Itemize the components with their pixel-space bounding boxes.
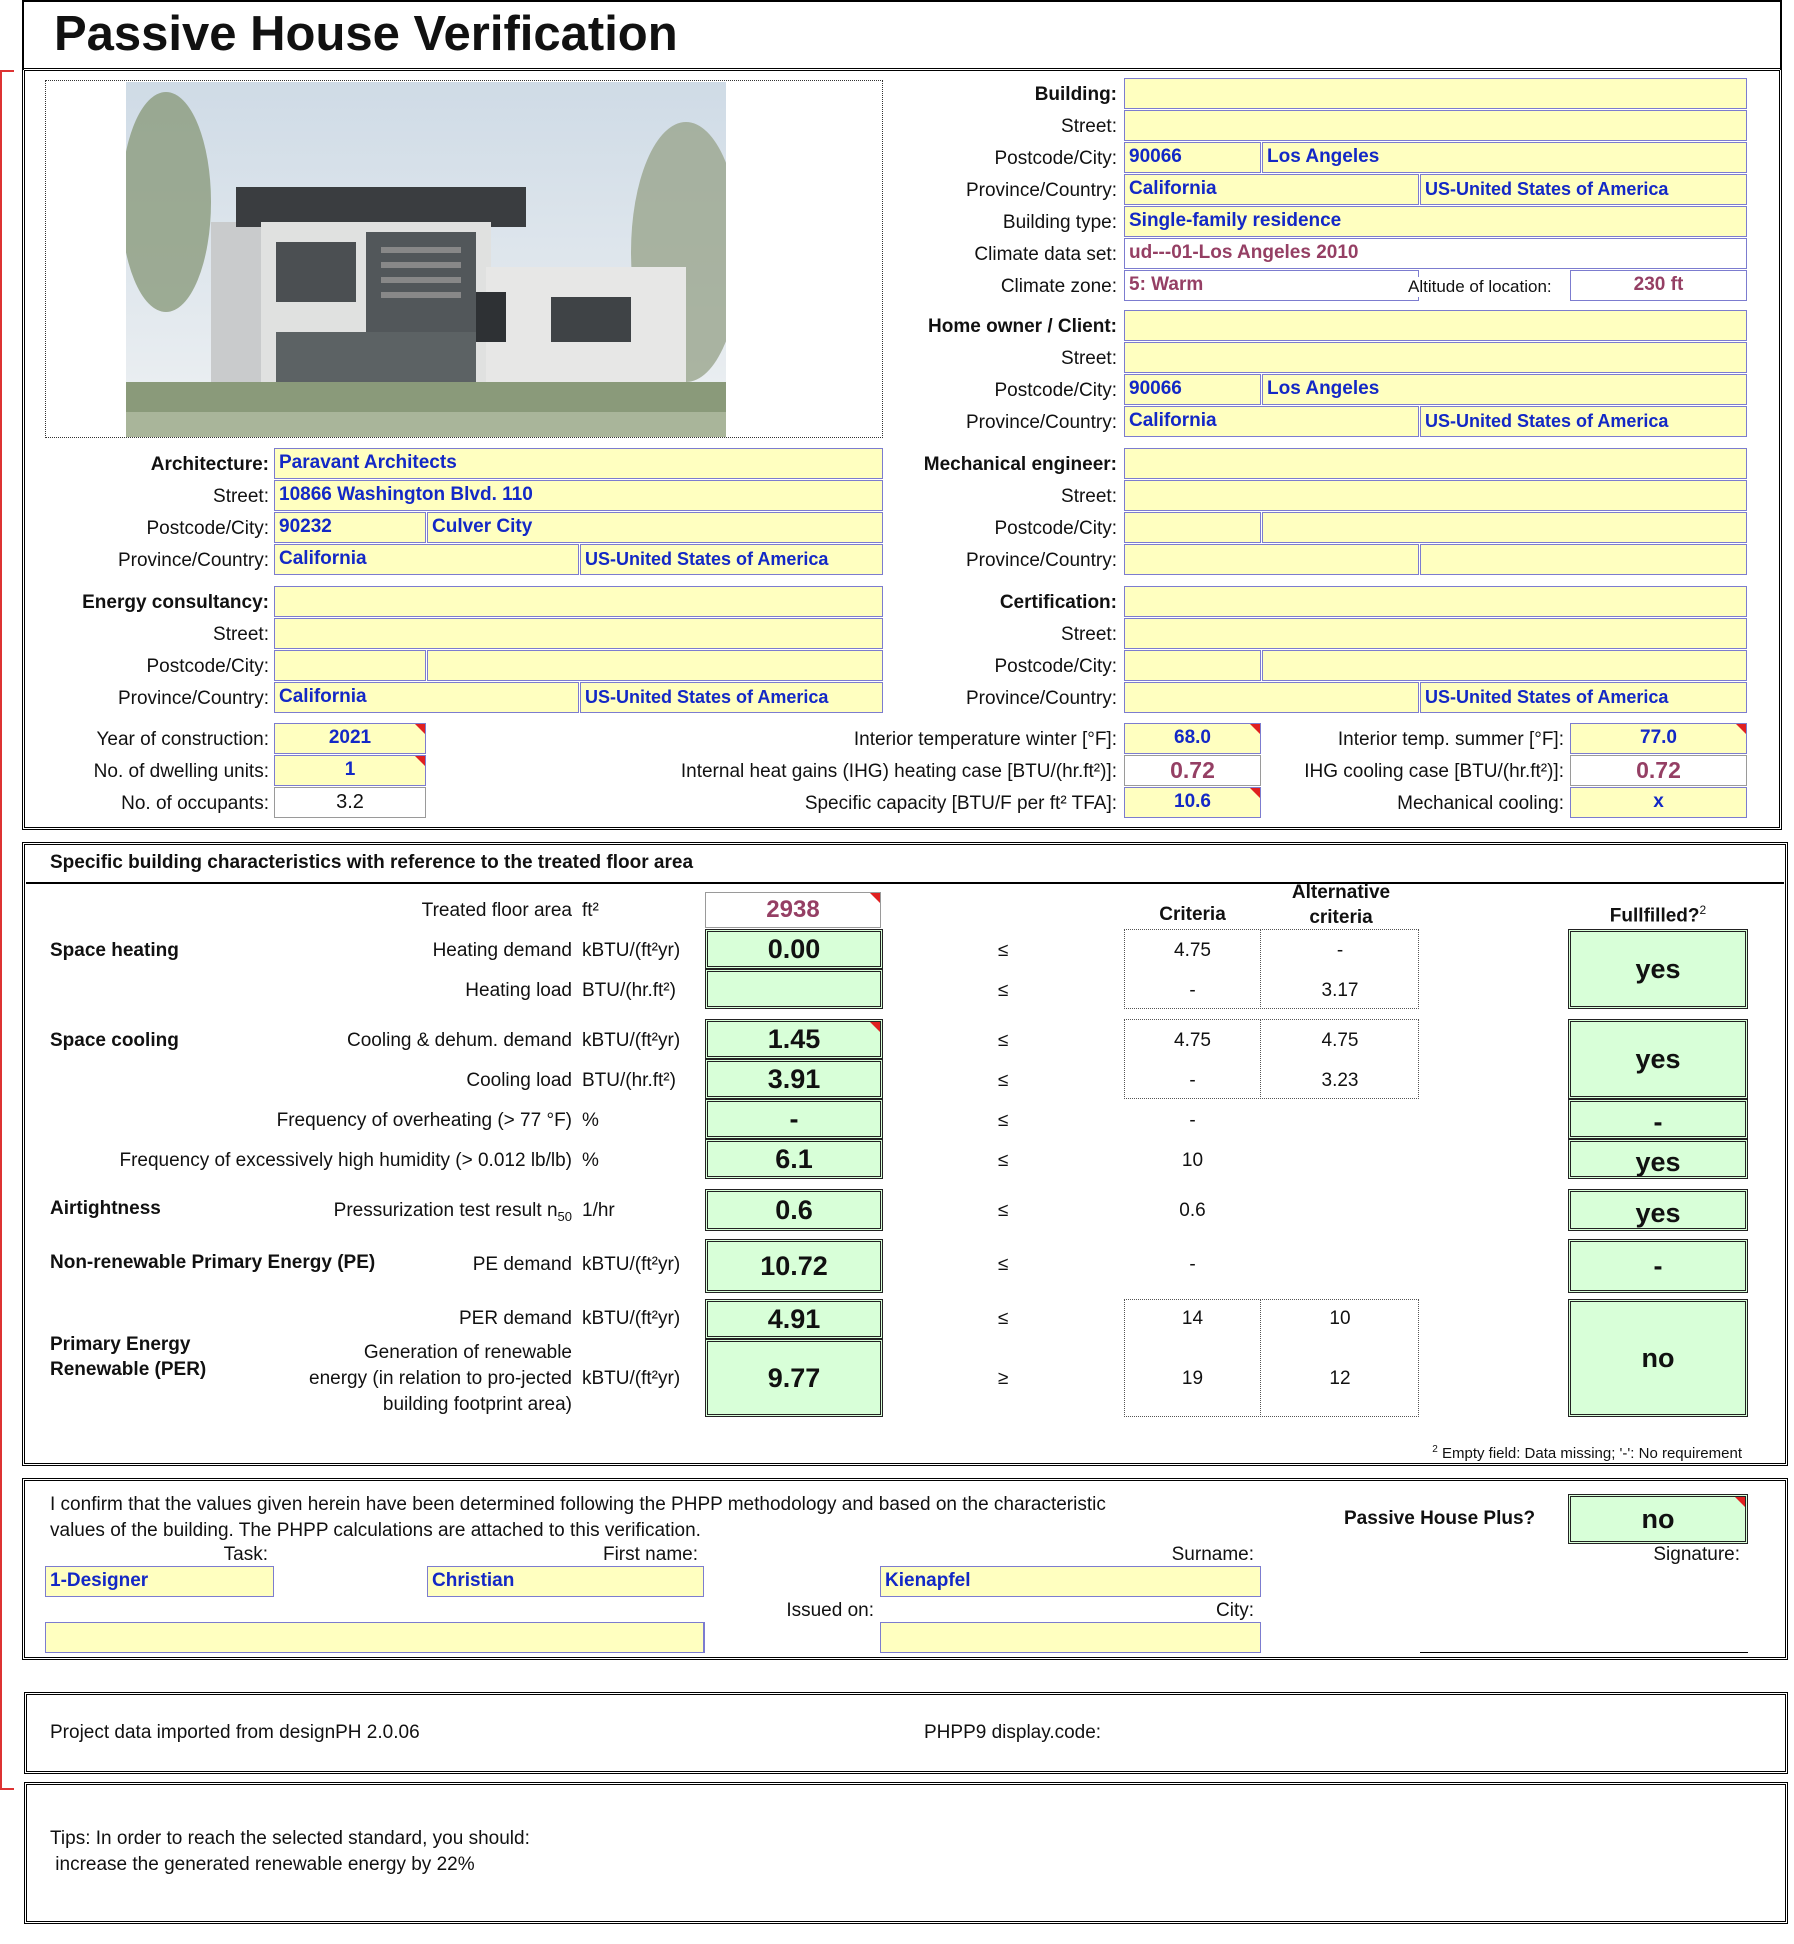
energy-city-field[interactable] bbox=[427, 650, 883, 681]
heating-demand-alt: - bbox=[1336, 940, 1344, 961]
specific-heading: Specific building characteristics with reference to the treated floor area bbox=[50, 852, 694, 873]
heating-load-label: Heating load bbox=[465, 980, 572, 1001]
airtight-fulfilled: yes bbox=[1568, 1189, 1748, 1231]
mechanical-country-field[interactable] bbox=[1420, 544, 1747, 575]
humidity-label: Frequency of excessively high humidity (> 0.012 lb/lb) bbox=[119, 1150, 572, 1171]
import-text: Project data imported from designPH 2.0.06 bbox=[50, 1722, 420, 1743]
margin-tick bbox=[0, 70, 14, 72]
airtight-value: 0.6 bbox=[705, 1189, 883, 1231]
per-demand-label: PER demand bbox=[458, 1308, 572, 1329]
owner-country-field[interactable]: US-United States of America bbox=[1420, 406, 1747, 437]
pe-value: 10.72 bbox=[705, 1239, 883, 1293]
building-photo bbox=[126, 82, 726, 437]
mechanical-province-field[interactable] bbox=[1124, 544, 1419, 575]
cooling-load-criteria: - bbox=[1189, 1070, 1196, 1091]
capacity-label: Specific capacity [BTU/F per ft² TFA]: bbox=[804, 793, 1117, 814]
climate-data-label: Climate data set: bbox=[974, 244, 1117, 265]
building-country-field[interactable]: US-United States of America bbox=[1420, 174, 1747, 205]
building-province-field[interactable]: California bbox=[1124, 174, 1419, 205]
year-label: Year of construction: bbox=[96, 729, 269, 750]
display-code-label: PHPP9 display.code: bbox=[924, 1722, 1102, 1743]
heating-load-unit: BTU/(hr.ft²) bbox=[582, 980, 676, 1001]
per-criteria: 14 bbox=[1181, 1308, 1204, 1329]
airtight-unit: 1/hr bbox=[582, 1200, 615, 1221]
confirmation-text-2: values of the building. The PHPP calculations are attached to this verification. bbox=[50, 1520, 701, 1541]
airtight-op: ≤ bbox=[998, 1200, 1009, 1221]
heating-fulfilled: yes bbox=[1568, 929, 1748, 1009]
mechanical-province-label: Province/Country: bbox=[965, 550, 1117, 571]
cooling-demand-criteria: 4.75 bbox=[1174, 1030, 1211, 1051]
certification-street-label: Street: bbox=[1061, 624, 1117, 645]
signature-line bbox=[1420, 1652, 1748, 1653]
issued-date-divider bbox=[704, 1622, 705, 1653]
climate-zone-field[interactable]: 5: Warm bbox=[1124, 270, 1419, 301]
overheating-label: Frequency of overheating (> 77 °F) bbox=[276, 1110, 572, 1131]
mechanical-street-field[interactable] bbox=[1124, 480, 1747, 511]
occupants-label: No. of occupants: bbox=[121, 793, 269, 814]
fulfilled-header bbox=[1568, 903, 1748, 927]
generation-value: 9.77 bbox=[705, 1339, 883, 1417]
certification-country-field[interactable]: US-United States of America bbox=[1420, 682, 1747, 713]
page-title: Passive House Verification bbox=[54, 7, 678, 61]
building-name-field[interactable] bbox=[1124, 78, 1747, 109]
humidity-criteria: 10 bbox=[1181, 1150, 1204, 1171]
generation-label-3: building footprint area) bbox=[382, 1394, 572, 1415]
building-type-label: Building type: bbox=[1002, 212, 1117, 233]
cooling-demand-label: Cooling & dehum. demand bbox=[347, 1030, 572, 1051]
ihg-cooling-value: 0.72 bbox=[1570, 755, 1747, 786]
footnote-text: Empty field: Data missing; '-': No requirement bbox=[1442, 1445, 1742, 1462]
cooling-demand-alt: 4.75 bbox=[1321, 1030, 1359, 1051]
per-unit: kBTU/(ft²yr) bbox=[582, 1308, 681, 1329]
per-alt: 10 bbox=[1329, 1308, 1351, 1329]
heating-demand-value: 0.00 bbox=[705, 929, 883, 969]
overheating-op: ≤ bbox=[998, 1110, 1009, 1131]
cooling-load-alt: 3.23 bbox=[1321, 1070, 1359, 1091]
climate-zone-label: Climate zone: bbox=[1000, 276, 1117, 297]
heating-demand-criteria: 4.75 bbox=[1174, 940, 1211, 961]
owner-street-field[interactable] bbox=[1124, 342, 1747, 373]
architecture-postcode-field[interactable]: 90232 bbox=[274, 512, 426, 543]
architecture-name-field[interactable]: Paravant Architects bbox=[274, 448, 883, 479]
margin-marker bbox=[0, 70, 2, 1790]
owner-province-field[interactable]: California bbox=[1124, 406, 1419, 437]
tips-line-2: increase the generated renewable energy by 22% bbox=[50, 1854, 475, 1875]
pe-fulfilled: - bbox=[1568, 1239, 1748, 1293]
building-street-field[interactable] bbox=[1124, 110, 1747, 141]
per-value: 4.91 bbox=[705, 1299, 883, 1339]
certification-name-field[interactable] bbox=[1124, 586, 1747, 617]
task-field[interactable]: 1-Designer bbox=[45, 1566, 274, 1597]
humidity-op: ≤ bbox=[998, 1150, 1009, 1171]
cooling-load-op: ≤ bbox=[998, 1070, 1009, 1091]
architecture-country-field[interactable]: US-United States of America bbox=[580, 544, 883, 575]
architecture-province-label: Province/Country: bbox=[117, 550, 269, 571]
heating-demand-op: ≤ bbox=[998, 940, 1009, 961]
generation-op: ≥ bbox=[998, 1368, 1009, 1389]
building-label: Building: bbox=[1034, 84, 1117, 105]
summer-temp-label: Interior temp. summer [°F]: bbox=[1337, 729, 1564, 750]
space-heating-title: Space heating bbox=[50, 940, 179, 961]
altitude-label: Altitude of location: bbox=[1408, 277, 1552, 296]
cooling-fulfilled: yes bbox=[1568, 1019, 1748, 1099]
energy-street-label: Street: bbox=[213, 624, 269, 645]
heating-load-op: ≤ bbox=[998, 980, 1009, 1001]
firstname-label: First name: bbox=[602, 1544, 698, 1565]
certification-postcode-field[interactable] bbox=[1124, 650, 1261, 681]
cooling-load-label: Cooling load bbox=[466, 1070, 572, 1091]
per-op: ≤ bbox=[998, 1308, 1009, 1329]
architecture-street-field[interactable]: 10866 Washington Blvd. 110 bbox=[274, 480, 883, 511]
altitude-field[interactable]: 230 ft bbox=[1570, 270, 1747, 301]
fulfilled-footnote-mark: 2 bbox=[1699, 903, 1707, 917]
certification-province-field[interactable] bbox=[1124, 682, 1419, 713]
energy-label: Energy consultancy: bbox=[82, 592, 269, 613]
overheating-fulfilled: - bbox=[1568, 1099, 1748, 1139]
passive-plus-label: Passive House Plus? bbox=[1344, 1508, 1536, 1529]
signature-label: Signature: bbox=[1653, 1544, 1740, 1565]
mech-cooling-label: Mechanical cooling: bbox=[1397, 793, 1564, 814]
building-postcode-label: Postcode/City: bbox=[994, 148, 1117, 169]
winter-temp-field[interactable]: 68.0 bbox=[1124, 723, 1261, 754]
generation-alt: 12 bbox=[1329, 1368, 1351, 1389]
pe-op: ≤ bbox=[998, 1254, 1009, 1275]
occupants-field: 3.2 bbox=[274, 787, 426, 818]
cooling-load-value: 3.91 bbox=[705, 1059, 883, 1099]
pe-unit: kBTU/(ft²yr) bbox=[582, 1254, 681, 1275]
airtight-label-sub: 50 bbox=[557, 1208, 572, 1224]
criteria-header: Criteria bbox=[1159, 904, 1226, 925]
certification-street-field[interactable] bbox=[1124, 618, 1747, 649]
task-label: Task: bbox=[223, 1544, 268, 1565]
mechanical-street-label: Street: bbox=[1061, 486, 1117, 507]
ihg-cooling-label: IHG cooling case [BTU/(hr.ft²)]: bbox=[1304, 761, 1564, 782]
airtight-label-text: Pressurization test result n bbox=[333, 1200, 558, 1221]
humidity-value: 6.1 bbox=[705, 1139, 883, 1179]
building-city-field[interactable]: Los Angeles bbox=[1262, 142, 1747, 173]
dwelling-label: No. of dwelling units: bbox=[93, 761, 269, 782]
owner-label: Home owner / Client: bbox=[928, 316, 1117, 337]
architecture-city-field[interactable]: Culver City bbox=[427, 512, 883, 543]
ihg-heating-label: Internal heat gains (IHG) heating case [BTU/(hr.ft²)]: bbox=[680, 761, 1117, 782]
cooling-load-unit: BTU/(hr.ft²) bbox=[582, 1070, 676, 1091]
heating-demand-unit: kBTU/(ft²yr) bbox=[582, 940, 681, 961]
heating-load-value bbox=[705, 969, 883, 1009]
overheating-value: - bbox=[705, 1099, 883, 1139]
per-fulfilled: no bbox=[1568, 1299, 1748, 1417]
architecture-label: Architecture: bbox=[150, 454, 269, 475]
pe-title: Non-renewable Primary Energy (PE) bbox=[50, 1252, 376, 1273]
alt-criteria-header: Alternative criteria bbox=[1291, 882, 1391, 928]
issued-date-field[interactable] bbox=[45, 1622, 704, 1653]
generation-label-2: energy (in relation to pro-jected bbox=[309, 1368, 572, 1389]
space-cooling-title: Space cooling bbox=[50, 1030, 179, 1051]
firstname-field[interactable]: Christian bbox=[427, 1566, 704, 1597]
mech-cooling-field[interactable]: x bbox=[1570, 787, 1747, 818]
airtightness-title: Airtightness bbox=[50, 1198, 161, 1219]
tips-line-1: Tips: In order to reach the selected standard, you should: bbox=[50, 1828, 530, 1849]
cooling-demand-value: 1.45 bbox=[705, 1019, 883, 1059]
generation-criteria: 19 bbox=[1181, 1368, 1204, 1389]
owner-province-label: Province/Country: bbox=[965, 412, 1117, 433]
surname-label: Surname: bbox=[1171, 1544, 1254, 1565]
owner-name-field[interactable] bbox=[1124, 310, 1747, 341]
certification-city-field[interactable] bbox=[1262, 650, 1747, 681]
cooling-demand-unit: kBTU/(ft²yr) bbox=[582, 1030, 681, 1051]
pe-demand-label: PE demand bbox=[472, 1254, 572, 1275]
energy-province-label: Province/Country: bbox=[117, 688, 269, 709]
building-type-field[interactable]: Single-family residence bbox=[1124, 206, 1747, 237]
airtight-label bbox=[334, 1200, 572, 1224]
heating-load-criteria: - bbox=[1189, 980, 1196, 1001]
footnote bbox=[1432, 1444, 1742, 1462]
certification-postcode-label: Postcode/City: bbox=[994, 656, 1117, 677]
issued-label: Issued on: bbox=[786, 1600, 874, 1621]
capacity-field[interactable]: 10.6 bbox=[1124, 787, 1261, 818]
margin-tick bbox=[0, 1788, 14, 1790]
mechanical-name-field[interactable] bbox=[1124, 448, 1747, 479]
mechanical-postcode-label: Postcode/City: bbox=[994, 518, 1117, 539]
generation-unit: kBTU/(ft²yr) bbox=[582, 1368, 681, 1389]
architecture-province-field[interactable]: California bbox=[274, 544, 579, 575]
certification-label: Certification: bbox=[999, 592, 1117, 613]
overheating-unit: % bbox=[582, 1110, 599, 1131]
energy-postcode-label: Postcode/City: bbox=[146, 656, 269, 677]
per-title: Primary Energy Renewable (PER) bbox=[50, 1334, 207, 1380]
pe-criteria: - bbox=[1189, 1254, 1196, 1275]
dwelling-field[interactable]: 1 bbox=[274, 755, 426, 786]
ihg-heating-value: 0.72 bbox=[1124, 755, 1261, 786]
footnote-mark: 2 bbox=[1432, 1444, 1438, 1455]
fulfilled-header-text: Fullfilled? bbox=[1609, 905, 1700, 927]
architecture-postcode-label: Postcode/City: bbox=[146, 518, 269, 539]
building-postcode-field[interactable]: 90066 bbox=[1124, 142, 1261, 173]
energy-name-field[interactable] bbox=[274, 586, 883, 617]
passive-plus-value: no bbox=[1568, 1494, 1748, 1544]
mechanical-city-field[interactable] bbox=[1262, 512, 1747, 543]
architecture-street-label: Street: bbox=[213, 486, 269, 507]
overheating-criteria: - bbox=[1189, 1110, 1196, 1131]
certification-province-label: Province/Country: bbox=[965, 688, 1117, 709]
energy-province-field[interactable]: California bbox=[274, 682, 579, 713]
owner-street-label: Street: bbox=[1061, 348, 1117, 369]
building-street-label: Street: bbox=[1061, 116, 1117, 137]
winter-temp-label: Interior temperature winter [°F]: bbox=[853, 729, 1117, 750]
confirmation-text-1: I confirm that the values given herein have been determined following the PHPP methodology and based on the characteristic bbox=[50, 1494, 1106, 1515]
owner-city-field[interactable]: Los Angeles bbox=[1262, 374, 1747, 405]
year-field[interactable]: 2021 bbox=[274, 723, 426, 754]
tfa-label: Treated floor area bbox=[421, 900, 572, 921]
airtight-criteria: 0.6 bbox=[1179, 1200, 1206, 1221]
owner-postcode-label: Postcode/City: bbox=[994, 380, 1117, 401]
building-province-label: Province/Country: bbox=[965, 180, 1117, 201]
tfa-unit: ft² bbox=[582, 900, 599, 921]
city-field[interactable] bbox=[880, 1622, 1261, 1653]
energy-country-field[interactable]: US-United States of America bbox=[580, 682, 883, 713]
humidity-unit: % bbox=[582, 1150, 599, 1171]
cooling-demand-op: ≤ bbox=[998, 1030, 1009, 1051]
humidity-fulfilled: yes bbox=[1568, 1139, 1748, 1179]
summer-temp-field[interactable]: 77.0 bbox=[1570, 723, 1747, 754]
mechanical-postcode-field[interactable] bbox=[1124, 512, 1261, 543]
energy-street-field[interactable] bbox=[274, 618, 883, 649]
owner-postcode-field[interactable]: 90066 bbox=[1124, 374, 1261, 405]
tfa-value: 2938 bbox=[705, 892, 881, 928]
energy-postcode-field[interactable] bbox=[274, 650, 426, 681]
climate-data-field[interactable]: ud---01-Los Angeles 2010 bbox=[1124, 238, 1747, 269]
city-label: City: bbox=[1216, 1600, 1254, 1621]
heating-demand-label: Heating demand bbox=[432, 940, 572, 961]
mechanical-label: Mechanical engineer: bbox=[923, 454, 1117, 475]
generation-label-1: Generation of renewable bbox=[363, 1342, 572, 1363]
surname-field[interactable]: Kienapfel bbox=[880, 1566, 1261, 1597]
heating-load-alt: 3.17 bbox=[1321, 980, 1359, 1001]
tips-section bbox=[24, 1782, 1788, 1924]
